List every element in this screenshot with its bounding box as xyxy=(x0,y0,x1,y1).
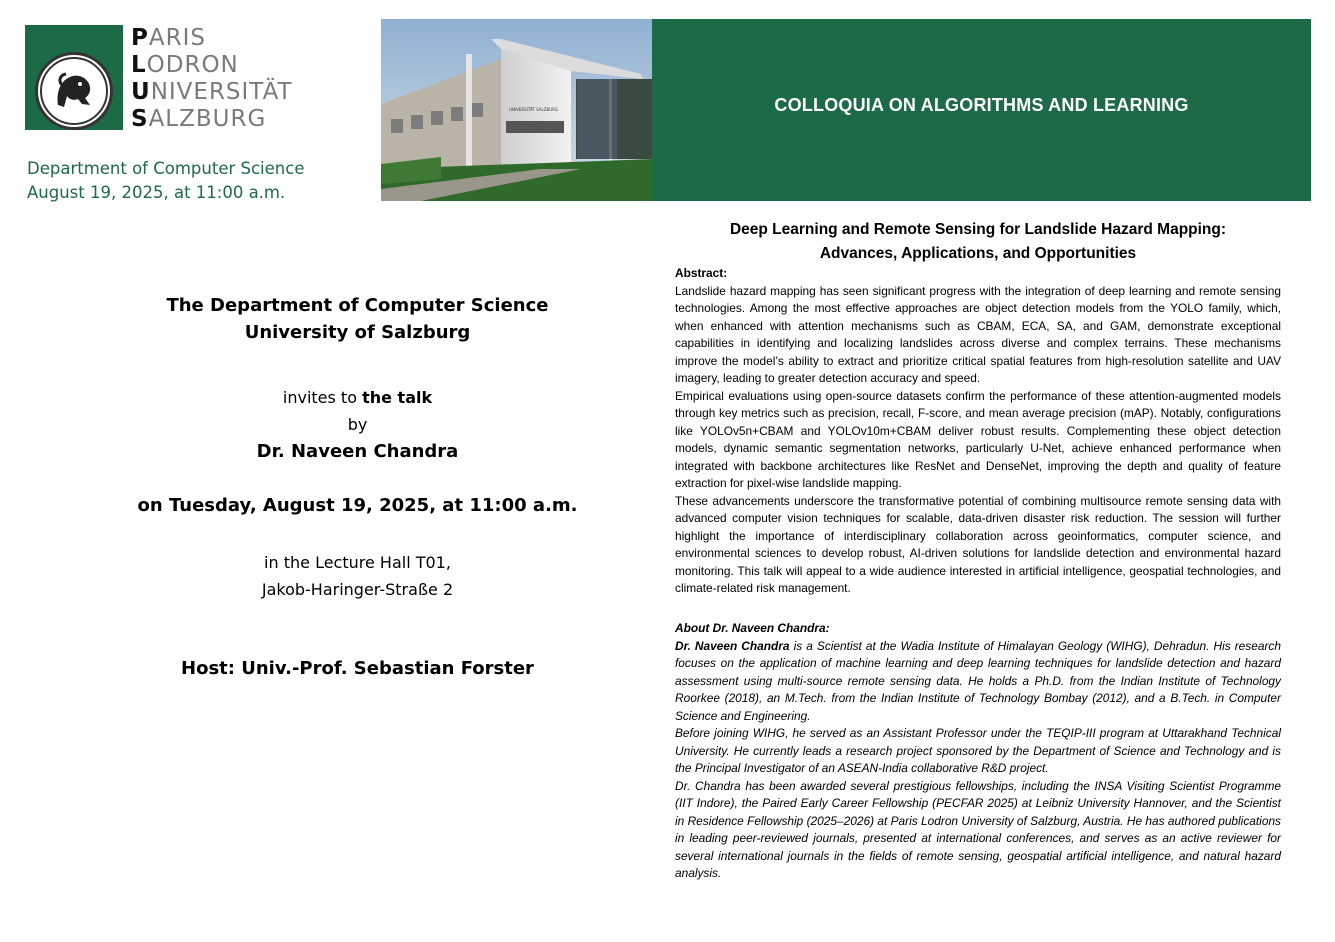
header-department: Department of Computer Science xyxy=(27,159,305,178)
university-logo xyxy=(25,25,315,155)
about-paragraph: Dr. Chandra has been awarded several prestigious fellowships, including the INSA Visiting Scientist Programme (IIT Indore), the Paired Early Career Fellowship (PECFAR 2025) at Leibniz University Hannover, and the Scientist in Residence Fellowship (2025–2026) at Paris Lodron University of Salzburg, Austria. He has authored publications in leading peer-reviewed journals, presented at international conferences, and serves as an active reviewer for several international journals in the fields of remote sensing, geospatial artificial intelligence, and natural hazard analysis. xyxy=(675,778,1281,880)
by-line: by xyxy=(347,415,368,434)
abstract-paragraph: Landslide hazard mapping has seen significant progress with the integration of deep learning and remote sensing technologies. Among the most effective approaches are object detection models from the YOLO family, which, when enhanced with attention mechanisms such as CBAM, ECA, SA, and GAM, demonstrate exceptional capabilities in identifying and localizing landslides across diverse and complex terrains. These mechanisms improve the model’s ability to extract and prioritize critical spatial features from high-resolution satellite and UAV imagery, leading to greater detection accuracy and speed. xyxy=(675,283,1281,385)
location-line1: in the Lecture Hall T01, xyxy=(264,553,451,572)
abstract-paragraph: These advancements underscore the transformative potential of combining multisource remote sensing data with advanced computer vision techniques for scalable, data-driven disaster risk reduction. The session will further highlight the importance of interdisciplinary collaboration across geoinformatics, computer science, and environmental sciences to develop robust, AI-driven solutions for landslide detection and environmental hazard monitoring. This talk will appeal to a wide audience interested in artificial intelligence, geospatial technologies, and climate-related risk management. xyxy=(675,493,1281,595)
talk-title: Deep Learning and Remote Sensing for Landslide Hazard Mapping: Advances, Applications, and Opportunities xyxy=(729,221,1227,262)
inviting-department: The Department of Computer Science xyxy=(166,295,549,316)
header-department-date xyxy=(27,157,304,205)
about-paragraph: Dr. Naveen Chandra is a Scientist at the Wadia Institute of Himalayan Geology (WIHG), Dehradun. His research focuses on the application of machine learning and deep learning techniques for landslide detection and hazard assessment using multi-source remote sensing data. He holds a Ph.D. from the Indian Institute of Technology Roorkee (2018), an M.Tech. from the Indian Institute of Technology Bombay (2012), and a B.Tech. in Computer Science and Engineering. xyxy=(675,638,1281,723)
header-date: August 19, 2025, at 11:00 a.m. xyxy=(27,183,286,202)
host: Host: Univ.-Prof. Sebastian Forster xyxy=(181,658,534,679)
speaker-name: Dr. Naveen Chandra xyxy=(256,441,459,462)
building-sign-text: UNIVERSITÄT SALZBURG xyxy=(509,107,559,112)
about-speaker-name: Dr. Naveen Chandra xyxy=(675,638,790,653)
about-paragraph: Before joining WIHG, he served as an Assistant Professor under the TEQIP-III program at Uttarakhand Technical University. He currently leads a research project sponsored by the Department of Science and Technology and is the Principal Investigator of an ASEAN-India collaborative R&D project. xyxy=(675,726,1281,775)
building-photo xyxy=(381,19,653,201)
abstract xyxy=(675,265,1281,598)
colloquia-banner xyxy=(652,19,1311,201)
logo-wordmark: PARIS LODRON UNIVERSITÄT SALZBURG xyxy=(131,25,293,132)
inviting-university: University of Salzburg xyxy=(244,322,471,343)
lion-seal-icon xyxy=(35,52,113,130)
abstract-paragraph: Empirical evaluations using open-source datasets confirm the performance of these attention-augmented models through key metrics such as precision, recall, F-score, and mean average precision (mAP). Notably, configurations like YOLOv5n+CBAM and YOLOv10m+CBAM deliver robust results. Complementing these object detection models, dynamic semantic segmentation networks, particularly U-Net, achieve enhanced performance when integrated with backbone architectures like ResNet and DenseNet, improving the depth and quality of feature extraction for pixel-wise landslide mapping. xyxy=(675,388,1281,490)
banner-title: COLLOQUIA ON ALGORITHMS AND LEARNING xyxy=(774,95,1189,115)
talk-datetime: on Tuesday, August 19, 2025, at 11:00 a.m. xyxy=(137,495,578,516)
location-line2: Jakob-Haringer-Straße 2 xyxy=(261,580,454,599)
invitation xyxy=(100,292,615,682)
invites-line: invites to the talk xyxy=(282,388,433,407)
about-label: About Dr. Naveen Chandra: xyxy=(675,621,830,635)
abstract-label: Abstract: xyxy=(675,266,728,280)
about-speaker xyxy=(675,620,1281,883)
